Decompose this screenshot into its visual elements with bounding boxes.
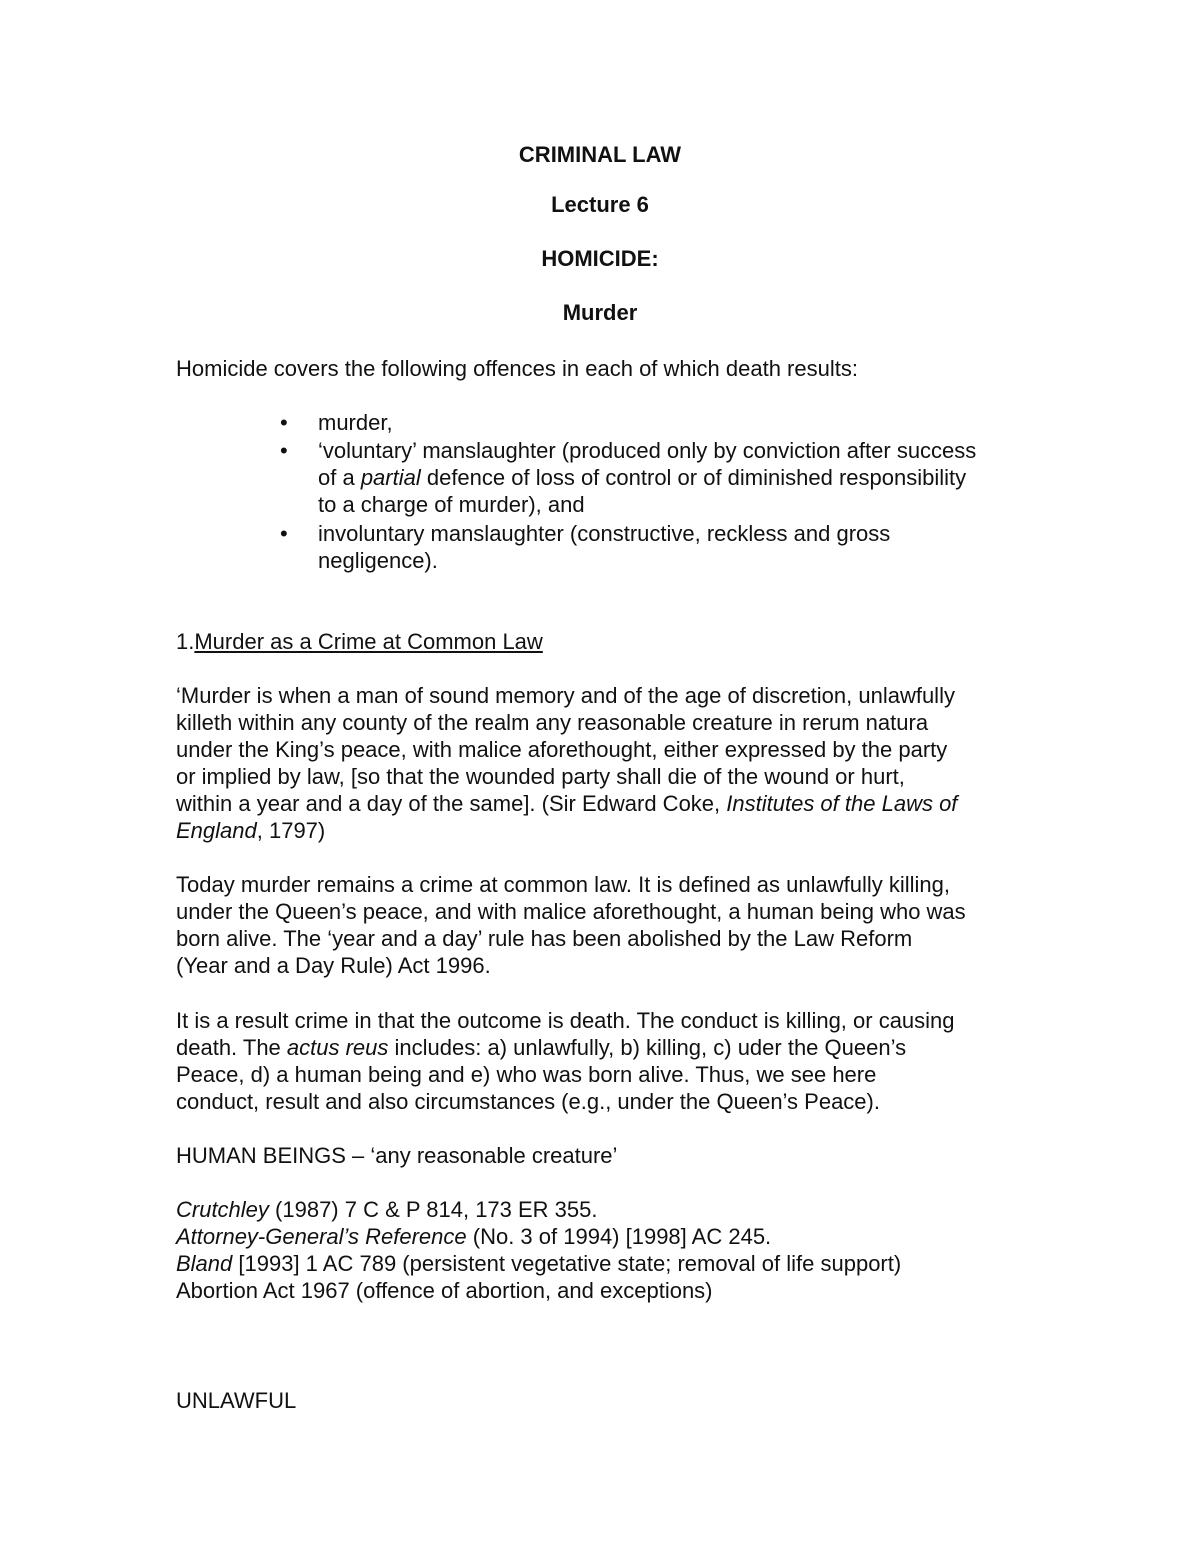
paragraph-line: death. The actus reus includes: a) unlawfully, b) killing, c) uder the Queen’s bbox=[176, 1035, 907, 1060]
emphasis-actus-reus: actus reus bbox=[286, 1035, 389, 1060]
emphasis-england: England bbox=[176, 818, 257, 843]
case-name: Bland bbox=[176, 1251, 233, 1276]
quote-line: ‘Murder is when a man of sound memory and of the age of discretion, unlawfully bbox=[176, 683, 955, 708]
document-title: CRIMINAL LAW bbox=[518, 142, 682, 167]
bullet-item-involuntary-line2: negligence). bbox=[318, 548, 438, 573]
paragraph-line: conduct, result and also circumstances (e.g., under the Queen’s Peace). bbox=[176, 1089, 880, 1114]
section-title: Murder as a Crime at Common Law bbox=[194, 629, 543, 654]
case-citation: Attorney-General’s Reference (No. 3 of 1994) [1998] AC 245. bbox=[176, 1224, 772, 1249]
paragraph-line: born alive. The ‘year and a day’ rule has been abolished by the Law Reform bbox=[176, 926, 913, 951]
bullet-item-murder: murder, bbox=[318, 410, 393, 435]
bullet-item-involuntary-line1: involuntary manslaughter (constructive, reckless and gross bbox=[318, 521, 891, 546]
lecture-number: Lecture 6 bbox=[551, 192, 649, 217]
bullet-item-voluntary-line3: to a charge of murder), and bbox=[318, 492, 585, 517]
case-citation: Bland [1993] 1 AC 789 (persistent vegetative state; removal of life support) bbox=[176, 1251, 902, 1276]
paragraph-line: Today murder remains a crime at common law. It is defined as unlawfully killing, bbox=[176, 872, 950, 897]
paragraph-line: Peace, d) a human being and e) who was born alive. Thus, we see here bbox=[176, 1062, 877, 1087]
bullet-item-voluntary-line1: ‘voluntary’ manslaughter (produced only by conviction after success bbox=[318, 438, 977, 463]
bullet-marker: • bbox=[280, 438, 288, 463]
emphasis-institutes: Institutes of the Laws of bbox=[726, 791, 958, 816]
human-beings-heading: HUMAN BEINGS – ‘any reasonable creature’ bbox=[176, 1143, 618, 1168]
case-name: Crutchley bbox=[176, 1197, 269, 1222]
statute-citation: Abortion Act 1967 (offence of abortion, and exceptions) bbox=[176, 1278, 713, 1303]
quote-line: England, 1797) bbox=[176, 818, 326, 843]
case-name: Attorney-General’s Reference bbox=[176, 1224, 467, 1249]
case-citation: Crutchley (1987) 7 C & P 814, 173 ER 355. bbox=[176, 1197, 598, 1222]
quote-line: under the King’s peace, with malice aforethought, either expressed by the party bbox=[176, 737, 948, 762]
bullet-marker: • bbox=[280, 410, 288, 435]
paragraph-line: It is a result crime in that the outcome is death. The conduct is killing, or causing bbox=[176, 1008, 955, 1033]
quote-line: killeth within any county of the realm any reasonable creature in rerum natura bbox=[176, 710, 929, 735]
quote-line: within a year and a day of the same]. (Sir Edward Coke, Institutes of the Laws of bbox=[176, 791, 958, 816]
subtopic-heading: Murder bbox=[562, 300, 638, 325]
bullet-item-voluntary-line2: of a partial defence of loss of control or of diminished responsibility bbox=[318, 465, 967, 490]
paragraph-line: under the Queen’s peace, and with malice aforethought, a human being who was bbox=[176, 899, 966, 924]
intro-paragraph: Homicide covers the following offences in each of which death results: bbox=[176, 356, 858, 381]
paragraph-line: (Year and a Day Rule) Act 1996. bbox=[176, 953, 491, 978]
topic-heading: HOMICIDE: bbox=[541, 246, 659, 271]
section-number: 1. bbox=[176, 629, 195, 654]
quote-line: or implied by law, [so that the wounded party shall die of the wound or hurt, bbox=[176, 764, 905, 789]
section-1-heading bbox=[176, 628, 1056, 655]
bullet-marker: • bbox=[280, 521, 288, 546]
unlawful-heading: UNLAWFUL bbox=[176, 1388, 297, 1413]
emphasis-partial: partial bbox=[360, 465, 421, 490]
